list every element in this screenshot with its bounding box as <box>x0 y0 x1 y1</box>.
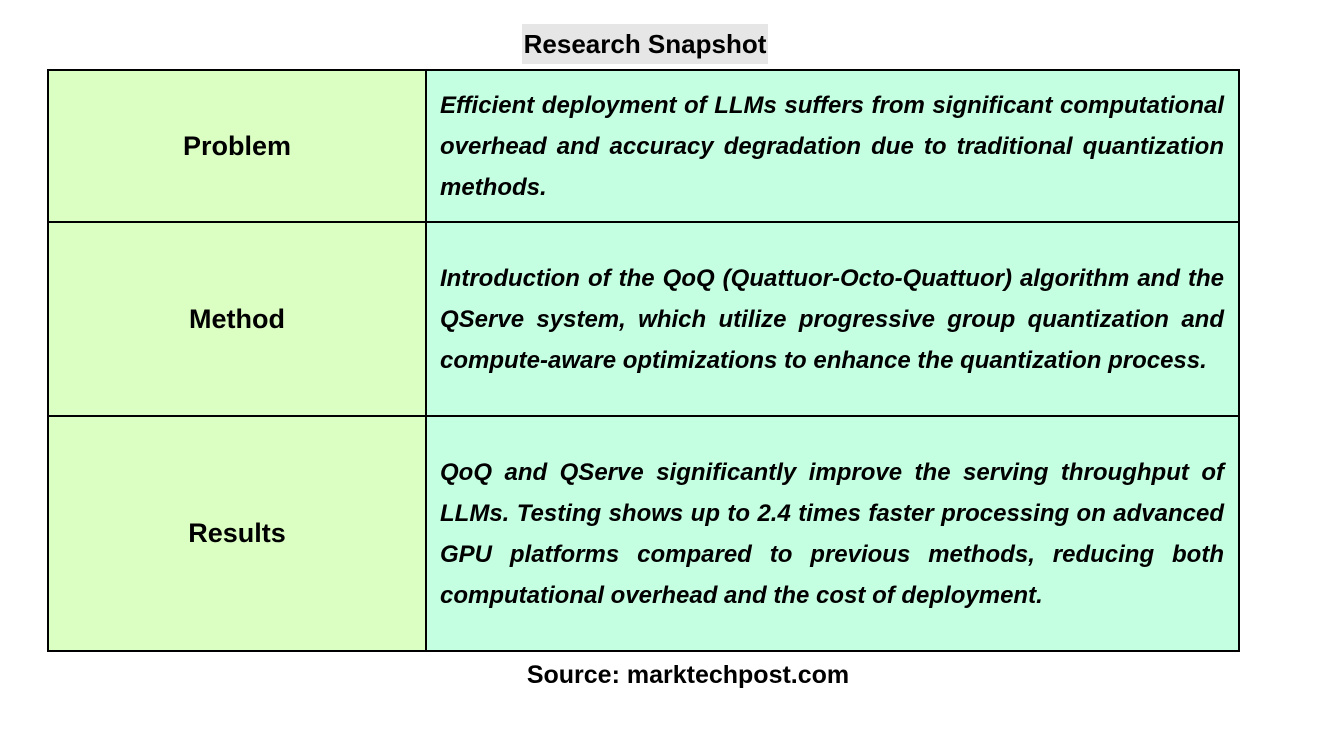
row-label-results: Results <box>48 416 426 651</box>
row-description-results: QoQ and QServe significantly improve the serving throughput of LLMs. Testing shows up to 2.4 times faster processing on advanced GPU platforms compared to previous methods, reducing both computational overhead and the cost of deployment. <box>426 416 1239 651</box>
table-row-problem <box>48 70 1239 222</box>
row-label-method: Method <box>48 222 426 416</box>
page-title: Research Snapshot <box>522 24 769 64</box>
snapshot-table <box>47 69 1240 652</box>
row-description-problem: Efficient deployment of LLMs suffers from significant computational overhead and accuracy degradation due to traditional quantization methods. <box>426 70 1239 222</box>
row-description-method: Introduction of the QoQ (Quattuor-Octo-Quattuor) algorithm and the QServe system, which utilize progressive group quantization and compute-aware optimizations to enhance the quantization process. <box>426 222 1239 416</box>
source-credit: Source: marktechpost.com <box>526 661 850 689</box>
row-label-problem: Problem <box>48 70 426 222</box>
table-row-method <box>48 222 1239 416</box>
table-row-results <box>48 416 1239 651</box>
title-wrapper <box>0 24 1290 64</box>
